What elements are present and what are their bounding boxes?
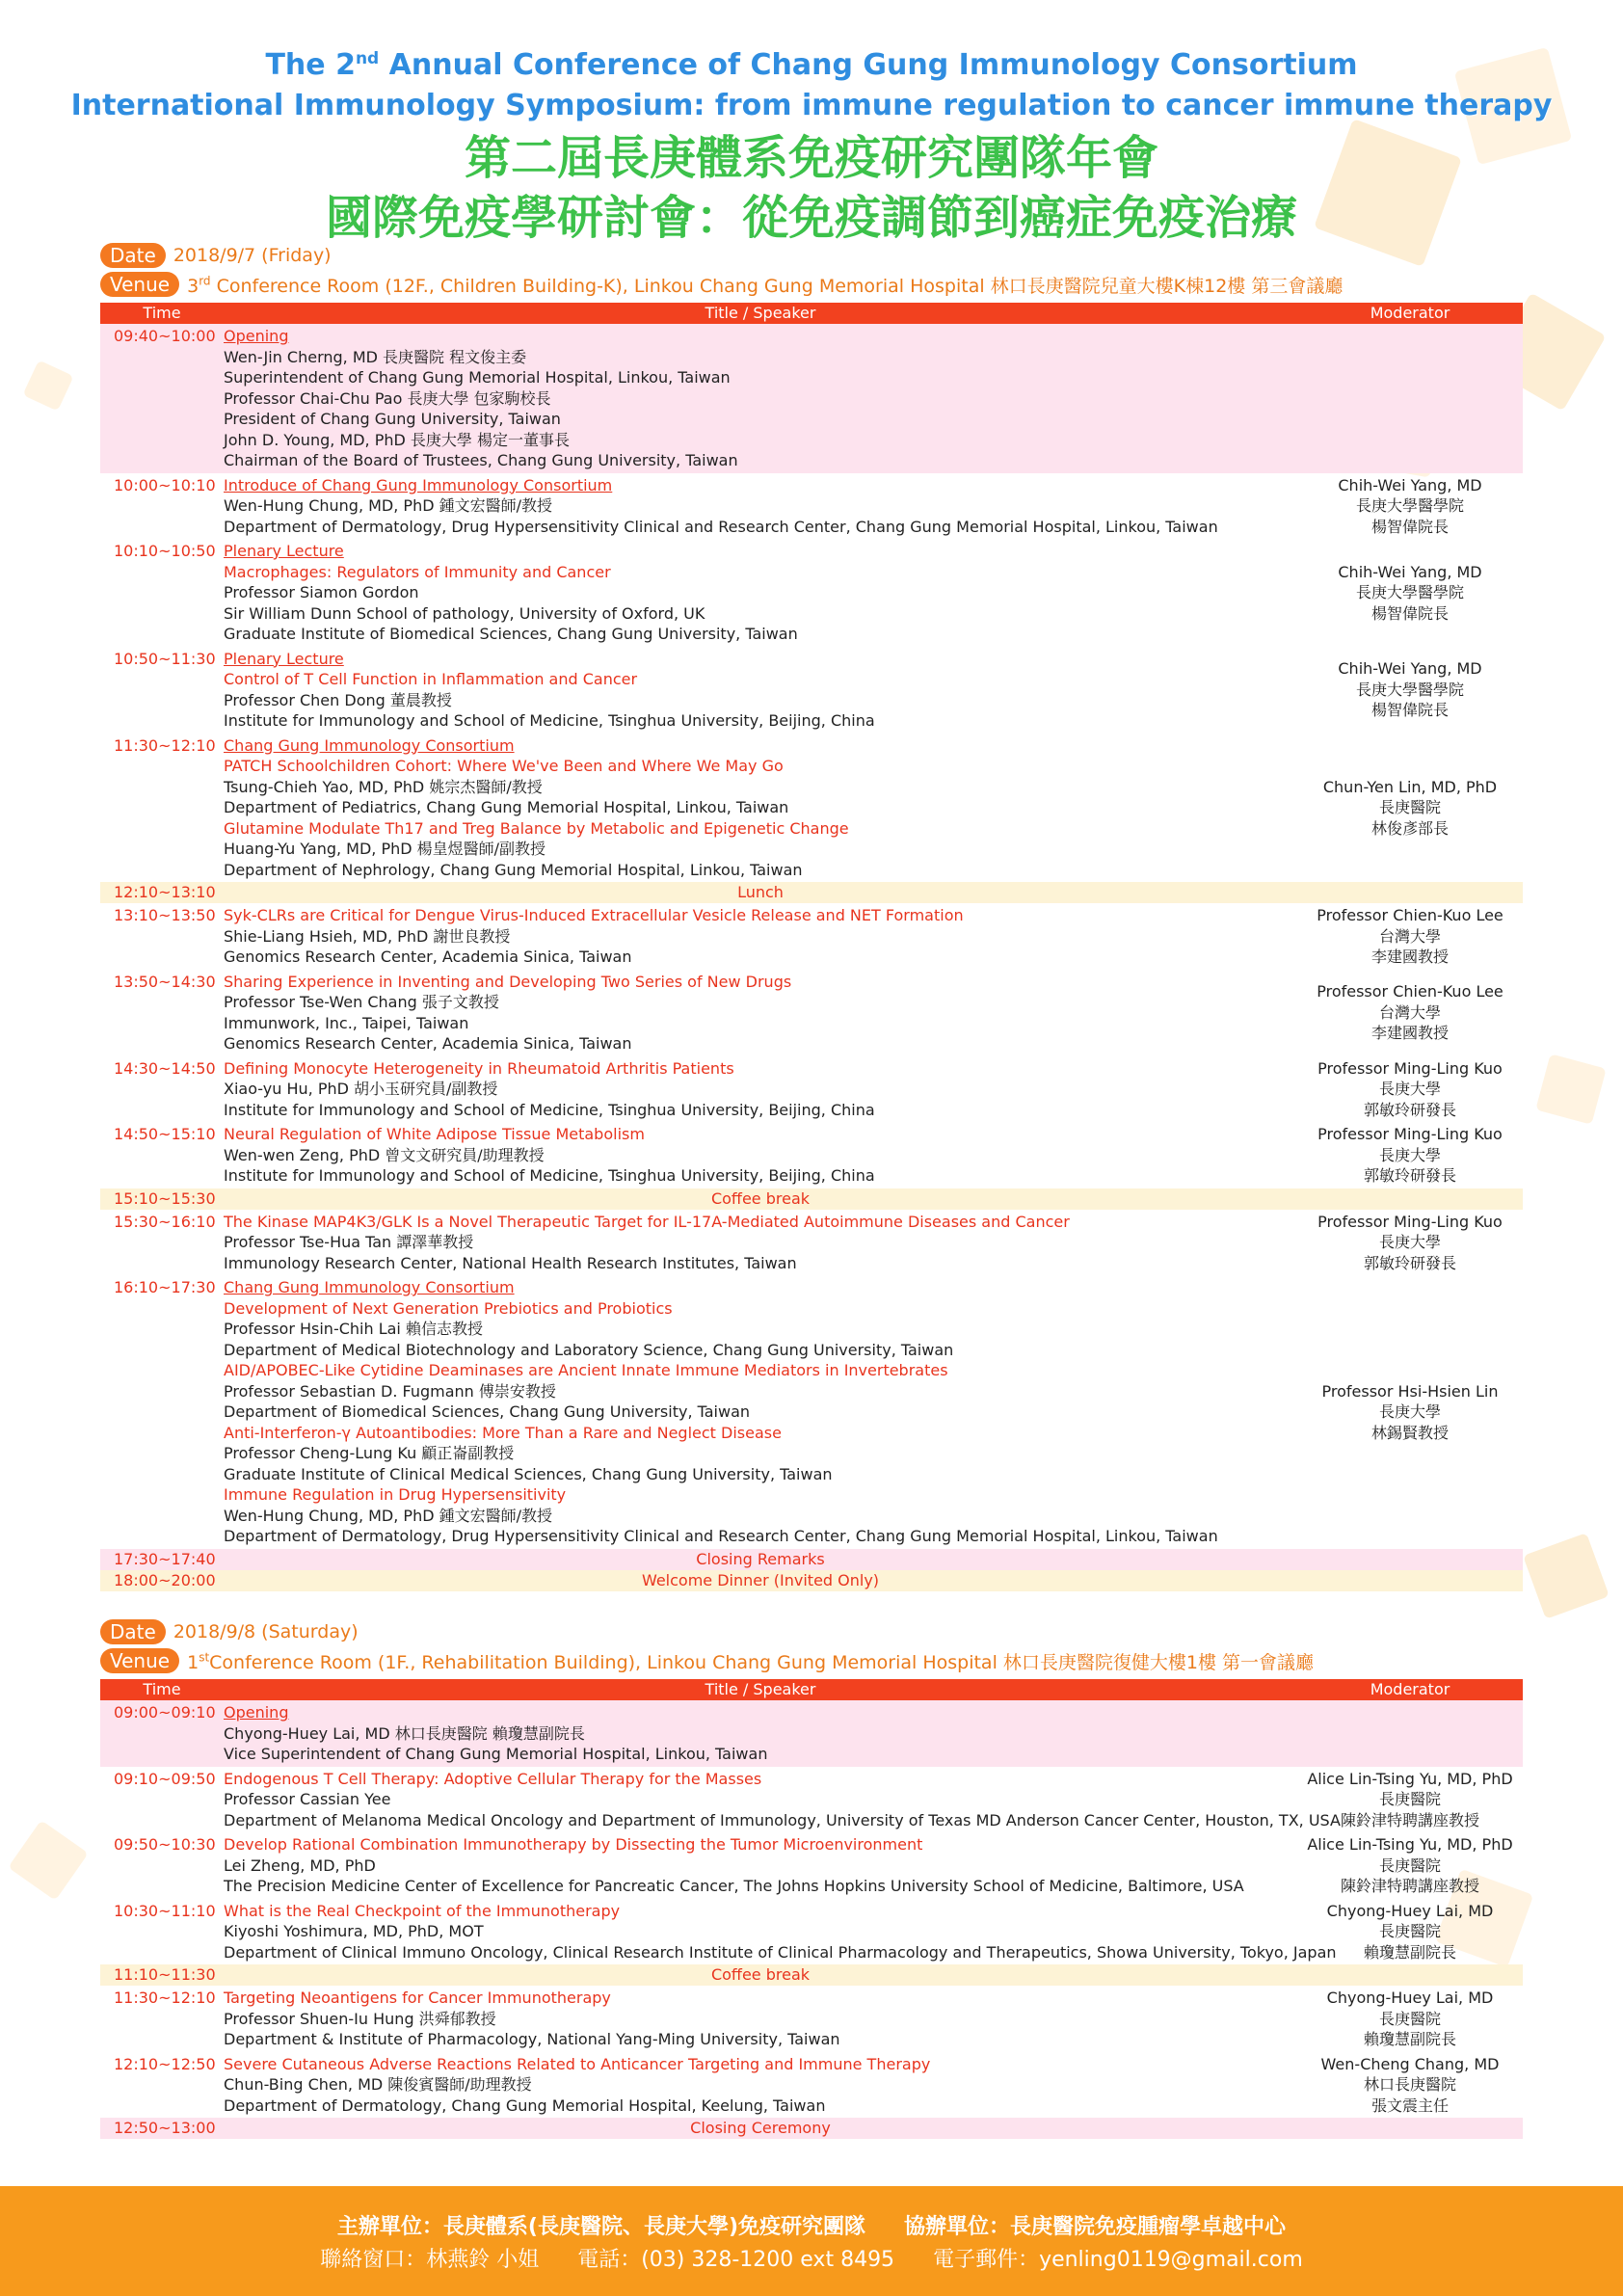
session-details — [224, 2052, 1297, 2119]
moderator-line: Professor Ming-Ling Kuo — [1317, 1125, 1503, 1143]
moderator-cell — [1297, 1832, 1523, 1899]
table-header — [100, 1679, 1523, 1700]
moderator-cell — [1297, 734, 1523, 883]
speaker-info: Professor Chai-Chu Pao 長庚大學 包家駒校長 — [224, 388, 551, 408]
moderator-line: 長庚大學醫學院 — [1355, 496, 1464, 515]
speaker-info: Institute for Immunology and School of Medicine, Tsinghua University, Beijing, China — [224, 711, 875, 730]
speaker-info: Professor Sebastian D. Fugmann 傅崇安教授 — [224, 1381, 556, 1401]
speaker-info: Professor Tse-Hua Tan 譚澤華教授 — [224, 1233, 474, 1251]
speaker-info: Wen-Hung Chung, MD, PhD 鍾文宏醫師/教授 — [224, 496, 553, 515]
session-time: 13:50~14:30 — [114, 972, 216, 991]
moderator-cell — [1297, 647, 1523, 734]
talk-title: Develop Rational Combination Immunotherapy by Dissecting the Tumor Microenvironment — [224, 1835, 923, 1854]
speaker-info: President of Chang Gung University, Taiwan — [224, 410, 561, 428]
session-details — [224, 1899, 1337, 1965]
session-heading: Opening — [224, 1703, 289, 1722]
speaker-info: Department of Melanoma Medical Oncology and Department of Immunology, University of Texas MD Anderson Cancer Center, Houston, TX, USA — [224, 1810, 1341, 1829]
session-banner: Closing Remarks — [224, 1549, 1297, 1570]
moderator-line: 長庚大學 — [1378, 1145, 1441, 1164]
title-column-header: Title / Speaker — [224, 303, 1297, 324]
schedule-row — [100, 1986, 1523, 2052]
schedule-banner-row — [100, 2118, 1523, 2139]
schedule-row — [100, 970, 1523, 1056]
speaker-info: Lei Zheng, MD, PhD — [224, 1855, 376, 1875]
schedule-row — [100, 1767, 1523, 1833]
day1-date: 2018/9/7 (Friday) — [173, 245, 332, 266]
moderator-line: 長庚醫院 — [1378, 1790, 1441, 1808]
session-details — [224, 1832, 1297, 1899]
talk-title: PATCH Schoolchildren Cohort: Where We've Been and Where We May Go — [224, 757, 784, 775]
poster-header — [0, 39, 1623, 248]
session-time: 12:10~13:10 — [100, 882, 224, 903]
schedule-row — [100, 647, 1523, 734]
session-time: 15:30~16:10 — [114, 1212, 216, 1231]
speaker-info: Professor Hsin-Chih Lai 賴信志教授 — [224, 1320, 483, 1338]
moderator-line: Professor Chien-Kuo Lee — [1317, 982, 1503, 1001]
moderator-cell — [1297, 473, 1523, 540]
moderator-cell — [1297, 1210, 1523, 1276]
session-details — [224, 1700, 1297, 1767]
session-time: 12:10~12:50 — [114, 2054, 216, 2073]
session-heading: Chang Gung Immunology Consortium — [224, 735, 515, 755]
moderator-line: 楊智偉院長 — [1370, 517, 1449, 536]
session-details — [224, 473, 1297, 540]
day2-date-line — [100, 1617, 1523, 1646]
speaker-info: Department of Medical Biotechnology and Laboratory Science, Chang Gung University, Taiwan — [224, 1340, 954, 1359]
moderator-line: Chyong-Huey Lai, MD — [1326, 1989, 1494, 2007]
english-title-line-2: International Immunology Symposium: from immune regulation to cancer immune therapy — [70, 89, 1553, 122]
session-time: 11:30~12:10 — [114, 735, 216, 755]
session-banner: Lunch — [224, 882, 1297, 903]
speaker-info: The Precision Medicine Center of Excellence for Pancreatic Cancer, The Johns Hopkins University School of Medicine, Baltimore, USA — [224, 1877, 1244, 1895]
day2-venue-line — [100, 1646, 1523, 1675]
venue-pill: Venue — [100, 272, 179, 297]
talk-title: AID/APOBEC-Like Cytidine Deaminases are Ancient Innate Immune Mediators in Invertebrates — [224, 1361, 948, 1379]
session-time: 14:50~15:10 — [114, 1125, 216, 1143]
speaker-info: Professor Tse-Wen Chang 張子文教授 — [224, 993, 499, 1011]
moderator-line: 長庚大學醫學院 — [1355, 583, 1464, 601]
session-details — [224, 1056, 1297, 1123]
moderator-cell — [1297, 2052, 1523, 2119]
moderator-line: Chih-Wei Yang, MD — [1338, 562, 1482, 581]
moderator-line: Chih-Wei Yang, MD — [1338, 659, 1482, 679]
moderator-line: 林俊彥部長 — [1370, 818, 1449, 838]
moderator-cell — [1297, 1986, 1523, 2052]
session-details — [224, 1210, 1297, 1276]
speaker-info: Vice Superintendent of Chang Gung Memorial Hospital, Linkou, Taiwan — [224, 1745, 768, 1763]
speaker-info: Institute for Immunology and School of Medicine, Tsinghua University, Beijing, China — [224, 1166, 875, 1185]
speaker-info: Wen-Jin Cherng, MD 長庚醫院 程文俊主委 — [224, 347, 527, 366]
day1-venue-line — [100, 270, 1523, 299]
speaker-info: Immunology Research Center, National Health Research Institutes, Taiwan — [224, 1253, 797, 1272]
day2-venue: 1stConference Room (1F., Rehabilitation Building), Linkou Chang Gung Memorial Hospital 林口長庚醫院復健大樓1樓 第一會議廳 — [187, 1650, 1315, 1673]
session-time: 14:30~14:50 — [114, 1058, 216, 1078]
session-details — [224, 647, 1297, 734]
session-time: 09:40~10:00 — [100, 324, 224, 473]
session-details — [224, 1275, 1297, 1549]
session-heading: Chang Gung Immunology Consortium — [224, 1278, 515, 1296]
organizer: 主辦單位：長庚體系(長庚醫院、長庚大學)免疫研究團隊 — [336, 2215, 866, 2239]
speaker-info: Wen-Hung Chung, MD, PhD 鍾文宏醫師/教授 — [224, 1506, 553, 1525]
organizers-line — [0, 2211, 1623, 2244]
moderator-cell — [1297, 1570, 1523, 1591]
speaker-info: Immunwork, Inc., Taipei, Taiwan — [224, 1013, 469, 1032]
talk-title: Development of Next Generation Prebiotics and Probiotics — [224, 1298, 673, 1318]
day1-venue: 3rd Conference Room (12F., Children Building-K), Linkou Chang Gung Memorial Hospital 林口長庚醫院兒童大樓K棟12樓 第三會議廳 — [187, 274, 1344, 297]
session-banner: Welcome Dinner (Invited Only) — [224, 1570, 1297, 1591]
schedule-row — [100, 1275, 1523, 1549]
day1-table — [100, 303, 1523, 1591]
chinese-title-line-1: 第二屆長庚體系免疫研究團隊年會 — [464, 131, 1158, 185]
session-time: 11:30~12:10 — [114, 1989, 216, 2007]
speaker-info: Professor Cheng-Lung Ku 顧正崙副教授 — [224, 1444, 515, 1462]
speaker-info: Department of Dermatology, Drug Hypersensitivity Clinical and Research Center, Chang Gung Memorial Hospital, Linkou, Taiwan — [224, 517, 1218, 536]
moderator-cell — [1297, 1188, 1523, 1210]
contact-line — [0, 2244, 1623, 2277]
moderator-line: Chun-Yen Lin, MD, PhD — [1322, 777, 1498, 796]
talk-title: Severe Cutaneous Adverse Reactions Related to Anticancer Targeting and Immune Therapy — [224, 2054, 931, 2073]
speaker-info: Huang-Yu Yang, MD, PhD 楊皇煜醫師/副教授 — [224, 840, 546, 858]
day2-schedule — [100, 1617, 1523, 2139]
session-banner: Closing Ceremony — [224, 2118, 1297, 2139]
moderator-line: 楊智偉院長 — [1370, 701, 1449, 720]
speaker-info: Department of Nephrology, Chang Gung Memorial Hospital, Linkou, Taiwan — [224, 860, 803, 879]
talk-title: Control of T Cell Function in Inflammation and Cancer — [224, 670, 638, 688]
session-details — [224, 324, 1297, 473]
session-time: 12:50~13:00 — [100, 2118, 224, 2139]
session-time: 11:10~11:30 — [100, 1964, 224, 1986]
day1-date-line — [100, 241, 1523, 270]
day2-table — [100, 1679, 1523, 2139]
speaker-info: Professor Cassian Yee — [224, 1790, 391, 1808]
moderator-cell — [1297, 539, 1523, 647]
talk-title: Anti-Interferon-γ Autoantibodies: More Than a Rare and Neglect Disease — [224, 1423, 782, 1442]
moderator-line: 楊智偉院長 — [1370, 603, 1449, 623]
talk-title: Endogenous T Cell Therapy: Adoptive Cellular Therapy for the Masses — [224, 1769, 762, 1788]
moderator-cell — [1297, 1549, 1523, 1570]
moderator-cell — [1297, 903, 1523, 970]
schedule-banner-row — [100, 882, 1523, 903]
speaker-info: Department of Dermatology, Chang Gung Memorial Hospital, Keelung, Taiwan — [224, 2096, 826, 2115]
session-time: 10:30~11:10 — [114, 1901, 216, 1920]
speaker-info: Professor Shuen-Iu Hung 洪舜郁教授 — [224, 2009, 496, 2028]
talk-title: Glutamine Modulate Th17 and Treg Balance by Metabolic and Epigenetic Change — [224, 818, 849, 838]
moderator-line: 長庚大學 — [1378, 1402, 1441, 1421]
schedule-row — [100, 1899, 1523, 1965]
talk-title: Syk-CLRs are Critical for Dengue Virus-Induced Extracellular Vesicle Release and NET Formation — [224, 906, 964, 924]
schedule-row — [100, 1122, 1523, 1188]
session-time: 15:10~15:30 — [100, 1188, 224, 1210]
moderator-line: 長庚醫院 — [1378, 1855, 1441, 1875]
footer-bar — [0, 2186, 1623, 2296]
session-details — [224, 1122, 1297, 1188]
moderator-line: 長庚大學 — [1378, 1080, 1441, 1098]
moderator-line: Wen-Cheng Chang, MD — [1320, 2054, 1500, 2073]
session-time: 10:00~10:10 — [114, 475, 216, 494]
moderator-line: 台灣大學 — [1378, 926, 1441, 946]
schedule-row — [100, 2052, 1523, 2119]
moderator-column-header: Moderator — [1297, 303, 1523, 324]
speaker-info: Genomics Research Center, Academia Sinica, Taiwan — [224, 1034, 632, 1053]
moderator-line: 郭敏玲研發長 — [1363, 1253, 1456, 1272]
moderator-line: 陳鈴津特聘講座教授 — [1340, 1877, 1479, 1895]
venue-pill: Venue — [100, 1648, 179, 1673]
speaker-info: Sir William Dunn School of pathology, University of Oxford, UK — [224, 603, 705, 623]
moderator-column-header: Moderator — [1297, 1679, 1523, 1700]
session-time: 09:00~09:10 — [100, 1700, 224, 1767]
moderator-line: Professor Hsi-Hsien Lin — [1321, 1381, 1499, 1401]
speaker-info: John D. Young, MD, PhD 長庚大學 楊定一董事長 — [224, 430, 570, 449]
session-time: 10:10~10:50 — [114, 542, 216, 560]
schedule-row — [100, 539, 1523, 647]
moderator-line: 張文震主任 — [1370, 2096, 1449, 2115]
session-time: 16:10~17:30 — [114, 1278, 216, 1296]
moderator-line: 林錫賢教授 — [1370, 1423, 1449, 1442]
moderator-line: 長庚大學醫學院 — [1355, 680, 1464, 699]
speaker-info: Department of Dermatology, Drug Hypersensitivity Clinical and Research Center, Chang Gung Memorial Hospital, Linkou, Taiwan — [224, 1527, 1218, 1545]
contact-person: 聯絡窗口：林燕鈴 小姐 — [320, 2248, 540, 2272]
speaker-info: Genomics Research Center, Academia Sinica, Taiwan — [224, 948, 632, 966]
schedule-row — [100, 734, 1523, 883]
moderator-line: Professor Ming-Ling Kuo — [1317, 1058, 1503, 1078]
co-organizer: 協辦單位：長庚醫院免疫腫瘤學卓越中心 — [904, 2215, 1287, 2239]
session-heading: Introduce of Chang Gung Immunology Consortium — [224, 475, 613, 494]
speaker-info: Xiao-yu Hu, PhD 胡小玉研究員/副教授 — [224, 1080, 498, 1098]
talk-title: Immune Regulation in Drug Hypersensitivity — [224, 1485, 567, 1504]
moderator-line: Alice Lin-Tsing Yu, MD, PhD — [1307, 1769, 1513, 1788]
speaker-info: Institute for Immunology and School of Medicine, Tsinghua University, Beijing, China — [224, 1100, 875, 1119]
time-column-header: Time — [100, 1679, 224, 1700]
speaker-info: Graduate Institute of Biomedical Sciences, Chang Gung University, Taiwan — [224, 625, 798, 643]
speaker-info: Department of Clinical Immuno Oncology, Clinical Research Institute of Clinical Pharmacology and Therapeutics, Showa University, Tokyo, Japan — [224, 1942, 1337, 1962]
moderator-cell — [1297, 324, 1523, 473]
date-pill: Date — [100, 243, 166, 268]
session-details — [224, 970, 1297, 1056]
speaker-info: Shie-Liang Hsieh, MD, PhD 謝世良教授 — [224, 926, 511, 946]
schedule-row — [100, 324, 1523, 473]
moderator-line: 長庚醫院 — [1378, 2009, 1441, 2028]
moderator-line: Professor Ming-Ling Kuo — [1317, 1212, 1503, 1231]
moderator-line: 郭敏玲研發長 — [1363, 1100, 1456, 1119]
schedule-row — [100, 1700, 1523, 1767]
moderator-line: 李建國教授 — [1370, 948, 1449, 966]
moderator-line: 郭敏玲研發長 — [1363, 1166, 1456, 1185]
talk-title: Defining Monocyte Heterogeneity in Rheumatoid Arthritis Patients — [224, 1058, 734, 1078]
schedule-banner-row — [100, 1570, 1523, 1591]
schedule-row — [100, 1056, 1523, 1123]
moderator-line: 陳鈴津特聘講座教授 — [1340, 1810, 1479, 1829]
moderator-line: 長庚大學 — [1378, 1233, 1441, 1251]
moderator-line: 賴瓊慧副院長 — [1363, 1942, 1456, 1962]
schedule-banner-row — [100, 1549, 1523, 1570]
speaker-info: Chun-Bing Chen, MD 陳俊賓醫師/助理教授 — [224, 2075, 532, 2094]
speaker-info: Kiyoshi Yoshimura, MD, PhD, MOT — [224, 1922, 484, 1940]
talk-title: What is the Real Checkpoint of the Immunotherapy — [224, 1901, 621, 1920]
moderator-cell — [1297, 1964, 1523, 1986]
session-heading: Plenary Lecture — [224, 649, 344, 668]
chinese-title-line-2: 國際免疫學研討會：從免疫調節到癌症免疫治療 — [325, 191, 1297, 245]
time-column-header: Time — [100, 303, 224, 324]
session-banner: Coffee break — [224, 1964, 1297, 1986]
session-time: 13:10~13:50 — [114, 906, 216, 924]
moderator-cell — [1297, 1122, 1523, 1188]
moderator-line: 長庚醫院 — [1378, 1922, 1441, 1940]
day2-date: 2018/9/8 (Saturday) — [173, 1621, 359, 1642]
moderator-cell — [1297, 970, 1523, 1056]
speaker-info: Department of Biomedical Sciences, Chang Gung University, Taiwan — [224, 1402, 751, 1421]
schedule-banner-row — [100, 1964, 1523, 1986]
session-details — [224, 903, 1297, 970]
speaker-info: Department & Institute of Pharmacology, National Yang-Ming University, Taiwan — [224, 2030, 840, 2048]
moderator-line: 賴瓊慧副院長 — [1363, 2030, 1456, 2048]
moderator-line: Professor Chien-Kuo Lee — [1317, 906, 1503, 924]
session-details — [224, 734, 1297, 883]
talk-title: Neural Regulation of White Adipose Tissue Metabolism — [224, 1125, 645, 1143]
session-heading: Opening — [224, 327, 289, 345]
moderator-line: Chyong-Huey Lai, MD — [1326, 1901, 1494, 1920]
talk-title: The Kinase MAP4K3/GLK Is a Novel Therapeutic Target for IL-17A-Mediated Autoimmune Diseases and Cancer — [224, 1212, 1070, 1231]
title-column-header: Title / Speaker — [224, 1679, 1297, 1700]
schedule-row — [100, 473, 1523, 540]
talk-title: Sharing Experience in Inventing and Developing Two Series of New Drugs — [224, 972, 792, 991]
moderator-line: 台灣大學 — [1378, 1002, 1441, 1022]
session-time: 10:50~11:30 — [114, 649, 216, 668]
date-pill: Date — [100, 1619, 166, 1644]
schedule-row — [100, 1832, 1523, 1899]
session-details — [224, 1986, 1297, 2052]
speaker-info: Tsung-Chieh Yao, MD, PhD 姚宗杰醫師/教授 — [224, 777, 543, 796]
session-heading: Plenary Lecture — [224, 542, 344, 560]
moderator-line: Alice Lin-Tsing Yu, MD, PhD — [1307, 1835, 1513, 1854]
moderator-line: 長庚醫院 — [1378, 798, 1441, 816]
speaker-info: Graduate Institute of Clinical Medical Sciences, Chang Gung University, Taiwan — [224, 1464, 833, 1483]
session-details — [224, 1767, 1341, 1833]
table-header — [100, 303, 1523, 324]
session-time: 18:00~20:00 — [100, 1570, 224, 1591]
schedule-row — [100, 903, 1523, 970]
moderator-cell — [1297, 1056, 1523, 1123]
session-banner: Coffee break — [224, 1188, 1297, 1210]
schedule-row — [100, 1210, 1523, 1276]
moderator-line: 林口長庚醫院 — [1363, 2075, 1456, 2094]
speaker-info: Superintendent of Chang Gung Memorial Hospital, Linkou, Taiwan — [224, 368, 731, 387]
speaker-info: Professor Chen Dong 董晨教授 — [224, 690, 452, 709]
moderator-cell — [1297, 882, 1523, 903]
moderator-cell — [1297, 1275, 1523, 1549]
speaker-info: Department of Pediatrics, Chang Gung Memorial Hospital, Linkou, Taiwan — [224, 798, 789, 816]
session-time: 09:50~10:30 — [114, 1835, 216, 1854]
moderator-cell — [1297, 1700, 1523, 1767]
talk-title: Targeting Neoantigens for Cancer Immunotherapy — [224, 1989, 611, 2007]
contact-email: 電子郵件：yenling0119@gmail.com — [933, 2248, 1303, 2272]
english-title-line-1: The 2nd Annual Conference of Chang Gung Immunology Consortium — [265, 48, 1358, 82]
schedule-banner-row — [100, 1188, 1523, 1210]
session-details — [224, 539, 1297, 647]
talk-title: Macrophages: Regulators of Immunity and Cancer — [224, 562, 611, 581]
moderator-cell — [1297, 2118, 1523, 2139]
speaker-info: Wen-wen Zeng, PhD 曾文文研究員/助理教授 — [224, 1145, 545, 1164]
speaker-info: Chairman of the Board of Trustees, Chang Gung University, Taiwan — [224, 451, 738, 469]
session-time: 17:30~17:40 — [100, 1549, 224, 1570]
session-time: 09:10~09:50 — [114, 1769, 216, 1788]
moderator-line: Chih-Wei Yang, MD — [1338, 475, 1482, 494]
moderator-line: 李建國教授 — [1370, 1024, 1449, 1043]
speaker-info: Chyong-Huey Lai, MD 林口長庚醫院 賴瓊慧副院長 — [224, 1723, 585, 1743]
speaker-info: Professor Siamon Gordon — [224, 583, 419, 601]
contact-phone: 電話：(03) 328-1200 ext 8495 — [577, 2248, 895, 2272]
day1-schedule — [100, 241, 1523, 1591]
